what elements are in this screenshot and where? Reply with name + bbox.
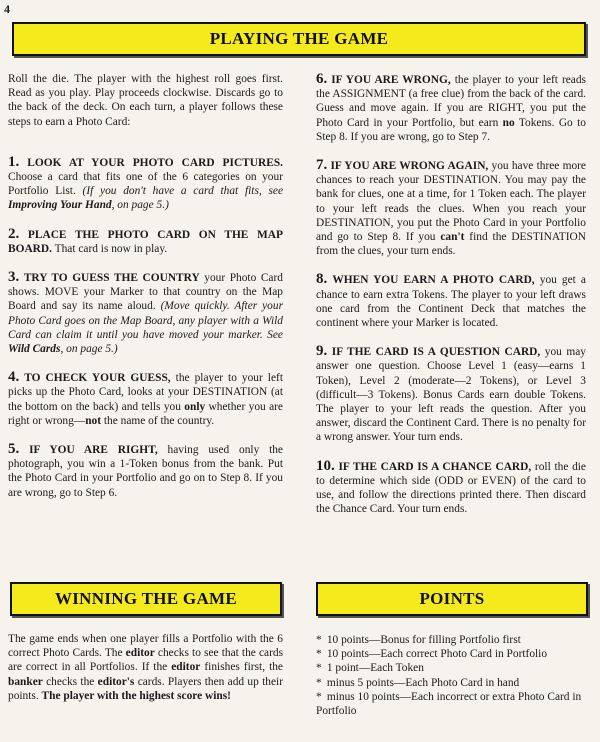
winning-paragraph (8, 632, 283, 703)
step-9 (316, 344, 586, 444)
step-lead: IF YOU ARE WRONG AGAIN, (330, 160, 489, 173)
step-lead: WHEN YOU EARN A PHOTO CARD, (332, 274, 535, 287)
step-text: you have three more chances to reach your DESTINATION. You may pay the bank for clues, one at a time, for 1 Token each. The player to your left reads the clues. When you reach your DESTINATION, you put the Photo Card in your Portfolio and go to Step 8. If you (316, 160, 586, 244)
step-text: the name of the country. (101, 414, 215, 427)
step-bold-word: only (184, 400, 206, 413)
step-4 (8, 370, 283, 428)
step-lead: IF THE CARD IS A QUESTION CARD, (331, 346, 541, 359)
bullet: * (316, 690, 322, 703)
points-banner: POINTS (316, 582, 588, 616)
step-italic-end: , on page 5.) (60, 343, 118, 356)
step-1 (8, 155, 283, 213)
step-text: Tokens. Go to Step 8. If you are wrong, go to Step 7. (316, 116, 586, 143)
editors-term: editor's (97, 675, 135, 688)
points-item-text: minus 5 points—Each Photo Card in hand (326, 676, 520, 689)
step-number: 7. (316, 157, 328, 174)
step-10 (316, 459, 586, 517)
step-italic-end: , on page 5.) (111, 199, 169, 212)
step-text: the player to your left reads the ASSIGNMENT (a free clue) from the back of the card. Guess and move again. If you are RIGHT, you put the Photo Card in your Portfolio, but earn (316, 74, 586, 129)
step-lead: PLACE THE PHOTO CARD ON THE MAP BOARD. (8, 228, 283, 255)
step-text: find the DESTINATION from the clues, your turn ends. (316, 231, 586, 258)
points-item-text: minus 10 points—Each incorrect or extra Photo Card in Portfolio (316, 690, 582, 718)
winning-text: The game ends when one player fills a Portfolio with the 6 correct Photo Cards. The (8, 633, 283, 660)
points-item-text: 10 points—Each correct Photo Card in Portfolio (326, 648, 548, 661)
step-text: having used only the photograph, you win a 1-Token bonus from the bank. Put the Photo Card in your Portfolio and go on to Step 8. If you are wrong, go to Step 6. (8, 444, 283, 499)
step-text: That card is now in play. (51, 242, 168, 255)
step-8 (316, 272, 586, 330)
step-number: 3. (8, 269, 20, 286)
points-item-text: 10 points—Bonus for filling Portfolio first (326, 634, 521, 646)
improving-your-hand-ref: Improving Your Hand (8, 199, 112, 212)
step-5 (8, 442, 283, 500)
step-text: you get a chance to earn extra Tokens. The player to your left draws one card from the Continent Deck that matches the continent where your Marker is located. (316, 274, 586, 330)
step-bold-word: no (502, 116, 515, 129)
bullet: * (316, 676, 322, 689)
step-italic: (Move quickly. After your Photo Card goes on the Map Board, any player with a Wild Card can claim it until you have moved your marker. See (8, 300, 284, 341)
step-text: roll the die to determine which side (ODD or EVEN) of the card to use, and follow the directions printed there. Then discard the Chance Card. Your turn ends. (316, 460, 586, 516)
step-text: you may answer one question. Choose Level 1 (easy—earns 1 Token), Level 2 (moderate—2 Tokens), or Level 3 (difficult—3 Tokens). Bonus Cards earn double Tokens. The player to your left reads the question. After you answer, discard the Continent Card. There is no penalty for a wrong answer. Your turn ends. (316, 346, 586, 444)
winning-text: checks to see that the cards are correct in all Portfolios. If the (8, 647, 284, 674)
winning-text: checks the (42, 675, 98, 688)
step-lead: IF YOU ARE WRONG, (331, 74, 451, 86)
points-list-item (316, 647, 586, 661)
wild-cards-ref: Wild Cards (8, 343, 61, 356)
points-list-item (316, 690, 586, 718)
winning-text: cards. Players then add up their points. (8, 675, 283, 702)
points-list (316, 633, 586, 718)
left-column (8, 72, 283, 514)
bullet: * (316, 648, 322, 661)
step-lead: TO CHECK YOUR GUESS, (24, 372, 171, 385)
step-7 (316, 158, 586, 258)
points-list-item (316, 676, 586, 690)
winning-the-game-banner: WINNING THE GAME (10, 582, 282, 616)
step-text: whether you are right or wrong— (8, 400, 283, 427)
points-section (316, 633, 586, 718)
banker-term: banker (8, 675, 43, 688)
step-bold-word: not (85, 414, 102, 427)
right-column (316, 72, 586, 530)
step-number: 4. (8, 369, 20, 386)
step-lead: TRY TO GUESS THE COUNTRY (23, 272, 200, 285)
step-lead: IF YOU ARE RIGHT, (29, 444, 158, 457)
step-number: 5. (8, 441, 20, 458)
winner-statement: The player with the highest score wins! (41, 689, 231, 702)
step-italic: (If you don't have a card that fits, see (82, 185, 284, 198)
step-number: 2. (8, 225, 20, 242)
step-text: the player to your left picks up the Photo Card, looks at your DESTINATION (at the bottom on the back) and tells you (8, 372, 283, 413)
step-number: 1. (8, 153, 20, 170)
step-6 (316, 72, 586, 144)
winning-text: finishes first, the (200, 661, 283, 674)
step-lead: IF THE CARD IS A CHANCE CARD, (338, 460, 532, 473)
editor-term: editor (171, 661, 201, 674)
page-number: 4 (4, 2, 10, 16)
bullet: * (316, 662, 322, 675)
winning-section (8, 632, 283, 717)
intro-paragraph: Roll the die. The player with the highest roll goes first. Read as you play. Play proceeds clockwise. Discards go to the back of the deck. On each turn, a player follows these steps to earn a Photo Card: (8, 73, 283, 128)
points-list-item (316, 661, 586, 675)
step-2 (8, 227, 283, 256)
step-text: Choose a card that fits one of the 6 categories on your Portfolio List. (8, 171, 283, 198)
step-bold-word: can't (440, 231, 465, 244)
playing-the-game-banner: PLAYING THE GAME (12, 22, 586, 56)
step-number: 6. (316, 71, 328, 87)
step-text: your Photo Card shows. MOVE your Marker to that country on the Map Board and say its name aloud. (8, 272, 283, 313)
step-3 (8, 270, 283, 356)
step-number: 8. (316, 271, 328, 288)
bullet: * (316, 634, 322, 646)
step-lead: LOOK AT YOUR PHOTO CARD PICTURES. (27, 156, 283, 169)
editor-term: editor (125, 647, 155, 660)
points-list-item (316, 633, 586, 647)
step-number: 9. (316, 343, 328, 360)
step-number: 10. (316, 457, 335, 474)
points-item-text: 1 point—Each Token (326, 662, 424, 675)
